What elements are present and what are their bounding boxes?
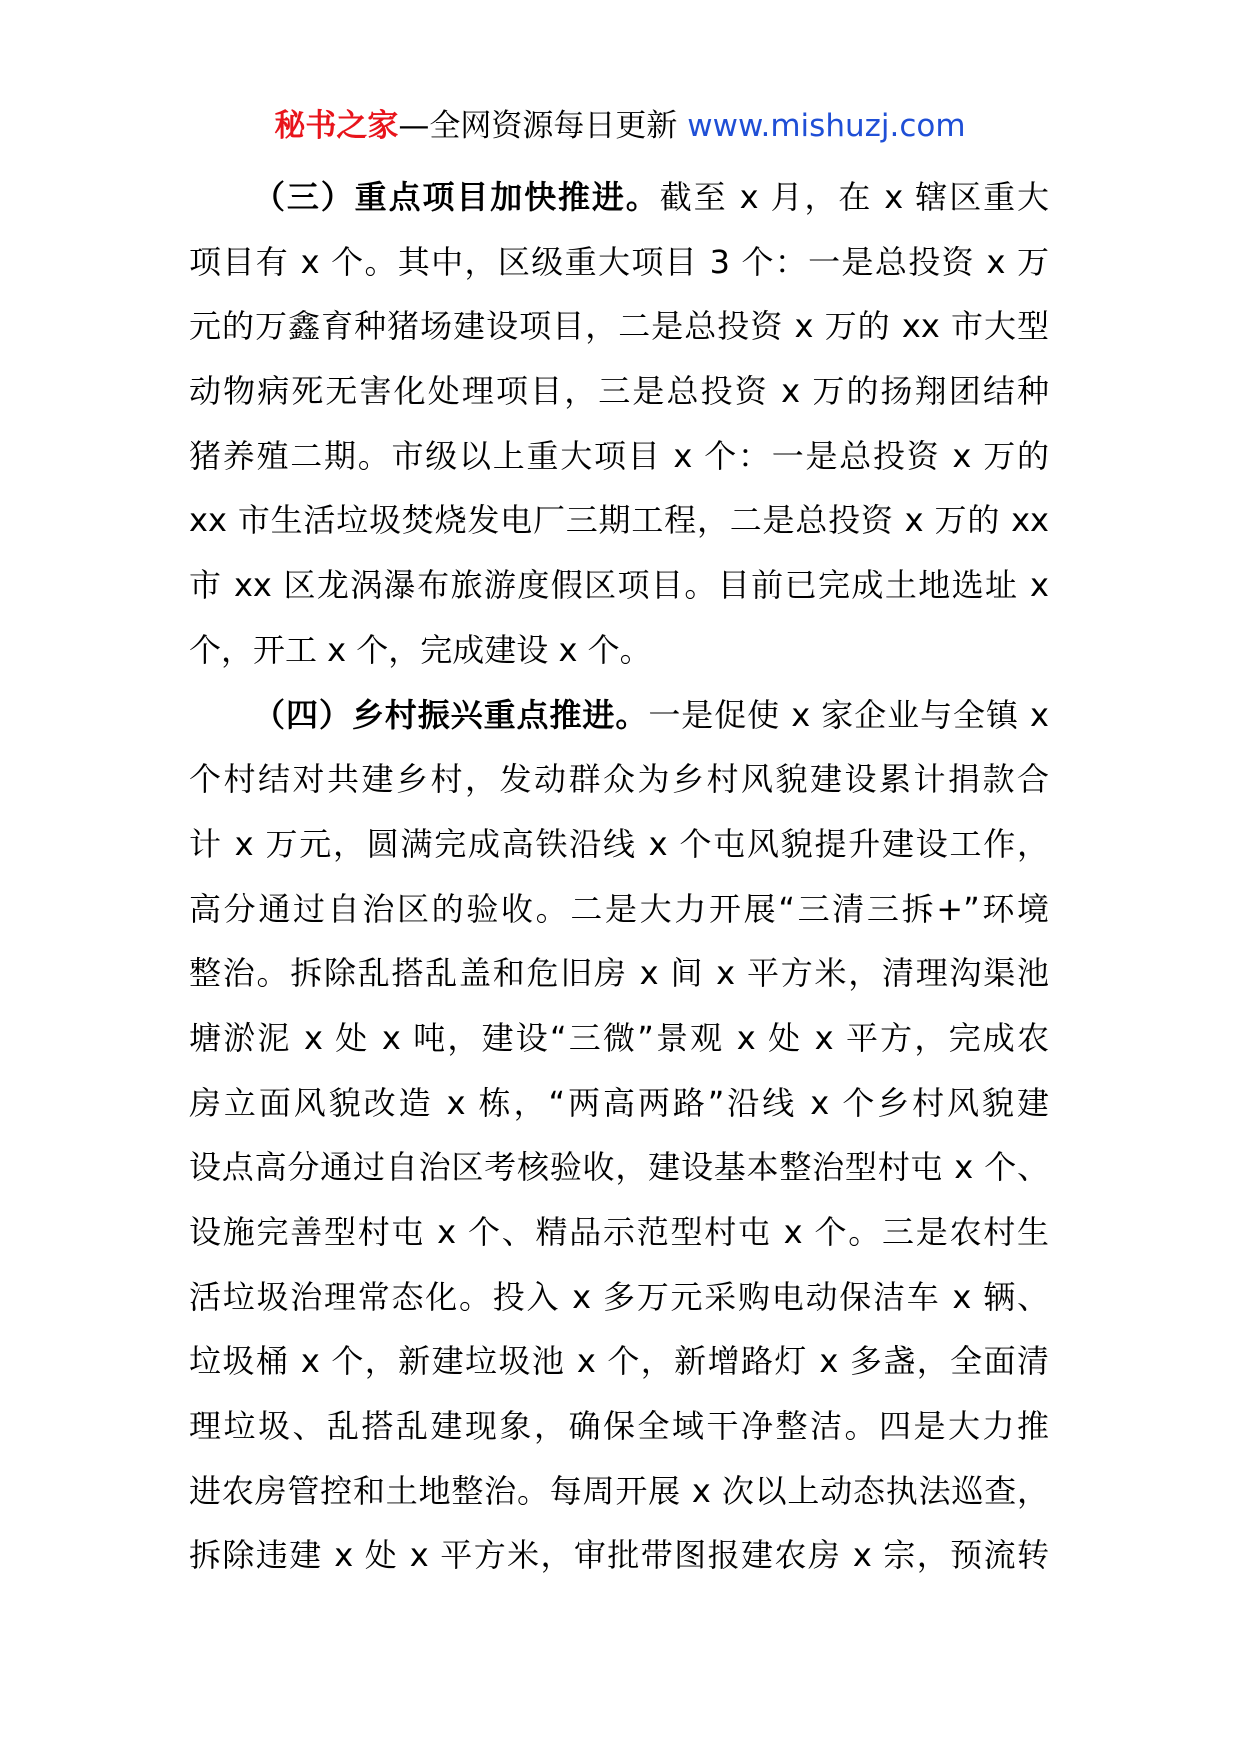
paragraph-line: 一是促使 x 家企业与全镇 x xyxy=(648,695,1049,734)
paragraph-line: 元的万鑫育种猪场建设项目，二是总投资 x 万的 xx 市大型 xyxy=(189,307,1049,346)
paragraph-line: 理垃圾、乱搭乱建现象，确保全域干净整洁。四是大力推 xyxy=(189,1407,1049,1446)
paragraph-line: 设点高分通过自治区考核验收，建设基本整治型村屯 x 个、 xyxy=(189,1148,1049,1187)
site-brand: 秘书之家 xyxy=(274,108,399,144)
paragraph-line: 房立面风貌改造 x 栋，“两高两路”沿线 x 个乡村风貌建 xyxy=(189,1083,1049,1122)
paragraph-line: 拆除违建 x 处 x 平方米，审批带图报建农房 x 宗，预流转 xyxy=(189,1536,1049,1575)
paragraph-line: 猪养殖二期。市级以上重大项目 x 个：一是总投资 x 万的 xyxy=(189,436,1049,475)
site-url[interactable]: www.mishuzj.com xyxy=(687,108,966,144)
section-4-heading: （四）乡村振兴重点推进。 xyxy=(253,695,649,734)
paragraph-line: 计 x 万元，圆满完成高铁沿线 x 个屯风貌提升建设工作， xyxy=(189,824,1049,863)
paragraph-line: 个村结对共建乡村，发动群众为乡村风貌建设累计捐款合 xyxy=(189,760,1049,799)
paragraph-line: xx 市生活垃圾焚烧发电厂三期工程，二是总投资 x 万的 xx xyxy=(189,501,1049,540)
paragraph-line: 垃圾桶 x 个，新建垃圾池 x 个，新增路灯 x 多盏，全面清 xyxy=(189,1342,1049,1381)
section-4-first-line xyxy=(189,683,1049,748)
paragraph-line: 塘淤泥 x 处 x 吨，建设“三微”景观 x 处 x 平方，完成农 xyxy=(189,1018,1049,1057)
paragraph-line: 高分通过自治区的验收。二是大力开展“三清三拆+”环境 xyxy=(189,889,1049,928)
paragraph-line: 设施完善型村屯 x 个、精品示范型村屯 x 个。三是农村生 xyxy=(189,1213,1049,1251)
site-header xyxy=(0,104,1240,148)
section-3-first-line xyxy=(189,165,1049,230)
paragraph-line: 进农房管控和土地整治。每周开展 x 次以上动态执法巡查， xyxy=(189,1471,1049,1510)
site-slogan: —全网资源每日更新 xyxy=(398,108,688,144)
paragraph-line: 整治。拆除乱搭乱盖和危旧房 x 间 x 平方米，清理沟渠池 xyxy=(189,954,1049,993)
section-3-heading: （三）重点项目加快推进。 xyxy=(253,178,660,216)
paragraph-line: 截至 x 月，在 x 辖区重大 xyxy=(659,178,1049,216)
paragraph-line: 活垃圾治理常态化。投入 x 多万元采购电动保洁车 x 辆、 xyxy=(189,1277,1049,1316)
paragraph-line: 项目有 x 个。其中，区级重大项目 3 个：一是总投资 x 万 xyxy=(189,242,1049,281)
document-body xyxy=(189,165,1049,1588)
paragraph-line: 动物病死无害化处理项目，三是总投资 x 万的扬翔团结种 xyxy=(189,372,1049,411)
paragraph-line: 市 xx 区龙涡瀑布旅游度假区项目。目前已完成土地选址 x xyxy=(189,566,1049,605)
paragraph-line: 个，开工 x 个，完成建设 x 个。 xyxy=(189,630,652,669)
